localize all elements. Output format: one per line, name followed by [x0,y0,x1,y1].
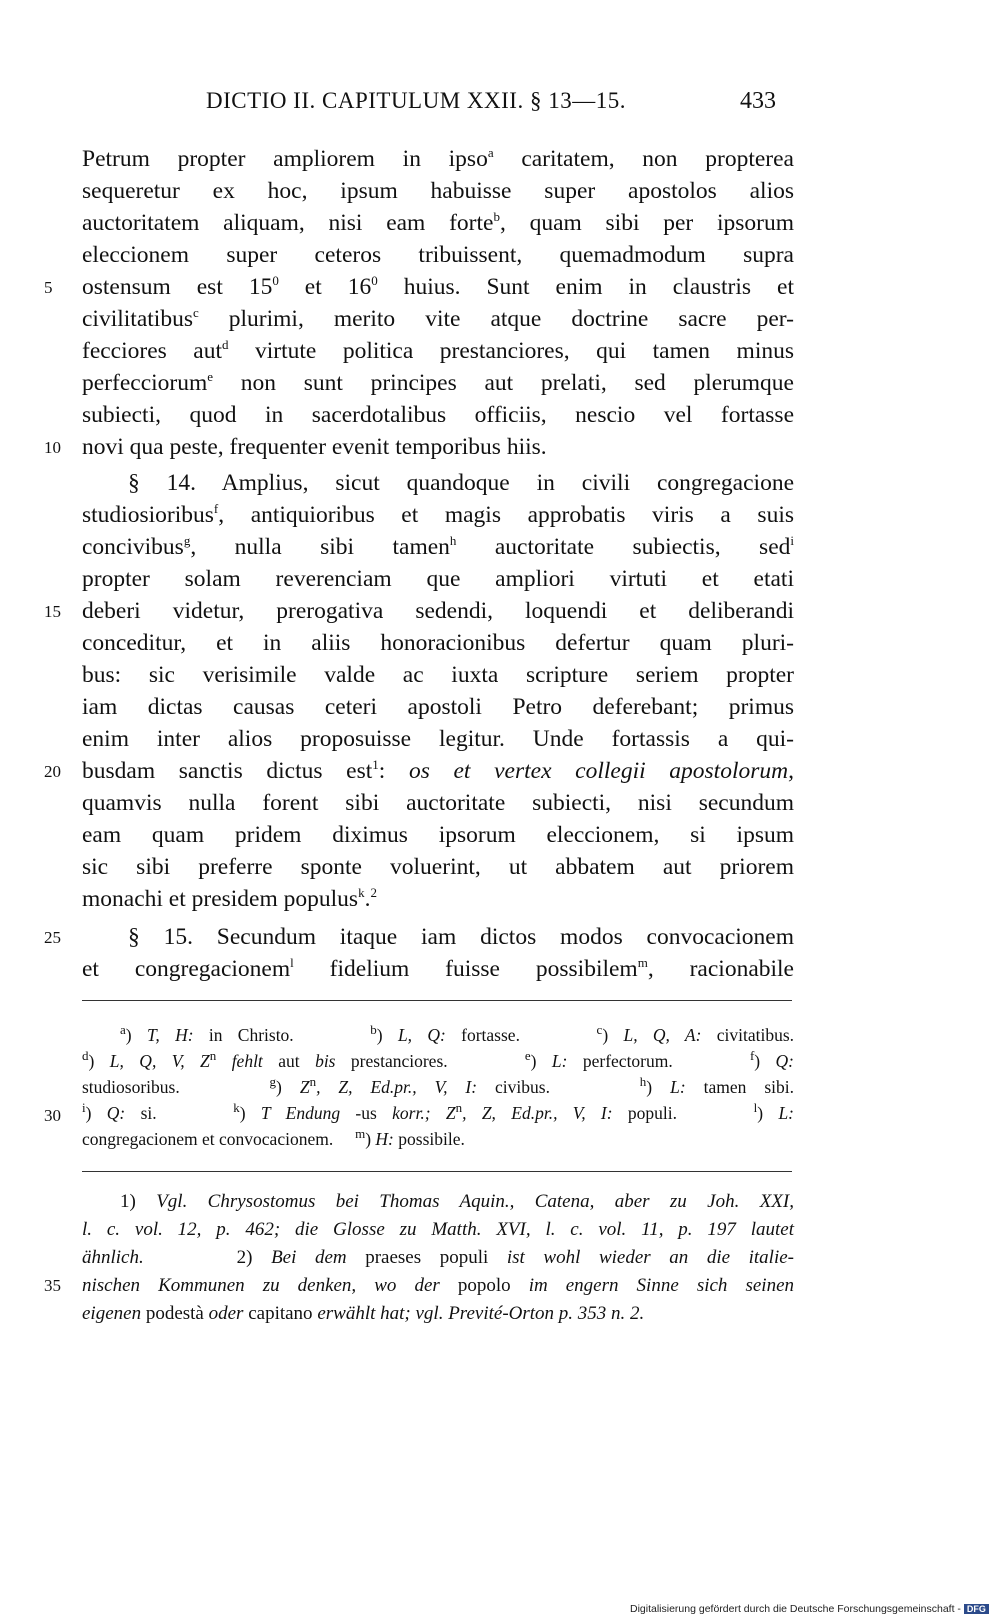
text-line [82,144,794,175]
note-marker: i [82,1100,86,1116]
footnote-line [82,1244,794,1272]
text-segment: caritatem, non propterea [493,146,794,172]
text-segment: ) [754,1051,776,1071]
text-segment: iam dictas causas ceteri apostoli Petro deferebant; primus [82,694,794,720]
note-marker: 0 [371,273,378,289]
italic-text: L: [778,1103,794,1123]
text-segment: civibus. [477,1077,640,1097]
text-segment: , nulla sibi tamen [190,534,450,560]
text-segment: fidelium fuisse possibilem [293,956,638,982]
text-segment: civitatibus. [701,1025,795,1045]
text-line [82,368,794,399]
text-segment: concivibus [82,534,184,560]
text-line [82,208,794,239]
italic-text: ähnlich. [82,1247,144,1268]
text-segment: sic sibi preferre sponte voluerint, ut abbatem aut priorem [82,854,794,880]
text-line [82,564,794,595]
footnote-line [82,1272,794,1300]
text-segment [216,1051,231,1071]
note-marker: c [596,1022,603,1038]
italic-text: L, Q, A: [623,1025,702,1045]
credit-text: Digitalisierung gefördert durch die Deutsche Forschungsgemeinschaft - [630,1603,961,1615]
text-line [128,468,794,499]
italic-text: l. c. vol. 12, p. 462; die Glosse zu Matth. XVI, l. c. vol. 11, p. 197 lautet [82,1219,794,1240]
page-number: 433 [740,88,776,114]
text-segment: , antiquioribus et magis approbatis viris a suis [218,502,794,528]
italic-text: ist wohl wieder an die italie- [506,1247,794,1268]
text-segment: ) [85,1103,107,1123]
text-segment: tamen sibi. [685,1077,795,1097]
note-marker: e [524,1048,531,1064]
note-marker: 2 [370,885,377,901]
text-segment: sequeretur ex hoc, ipsum habuisse super apostolos alios [82,178,794,204]
italic-text: eigenen [82,1303,142,1324]
text-segment: studiosioribus [82,502,214,528]
note-marker: l [290,955,294,971]
italic-text: T, H: [146,1025,194,1045]
text-segment: ostensum est 15 [82,274,273,300]
digitization-credit [630,1603,989,1615]
italic-text: oder [208,1303,244,1324]
text-segment: si. [125,1103,234,1123]
text-segment: ) [239,1103,261,1123]
footnote-rule [82,1171,792,1172]
text-segment: perfecciorum [82,370,208,396]
note-marker: h [639,1074,647,1090]
apparatus-line [82,1048,794,1074]
apparatus-line [82,1100,794,1126]
italic-text: Bei dem [271,1247,347,1268]
text-segment: aut [262,1051,316,1071]
text-segment: civilitatibus [82,306,193,332]
note-marker: k [358,885,365,901]
italic-text: Q: [775,1051,795,1071]
text-segment: capitano [243,1303,318,1324]
text-segment: ) [88,1051,110,1071]
text-segment: perfectorum. [567,1051,750,1071]
note-marker: b [370,1022,377,1038]
italic-text: os et vertex collegii apostolorum, [408,758,794,784]
text-segment: novi qua peste, frequenter evenit temporibus hiis. [82,434,547,460]
text-segment: ) [602,1025,624,1045]
dfg-logo: DFG [964,1604,989,1614]
text-line [82,628,794,659]
text-segment: et 16 [278,274,372,300]
note-marker: f [749,1048,755,1064]
text-segment: possibile. [393,1129,465,1149]
note-marker: l [753,1100,758,1116]
footnote-line [82,1300,794,1328]
text-segment: ) [757,1103,779,1123]
italic-text: korr.; Z [392,1103,456,1123]
italic-text: L, Q: [397,1025,446,1045]
text-segment: subiecti, quod in sacerdotalibus officiis, nescio vel fortasse [82,402,794,428]
text-segment: eam quam pridem diximus ipsorum eleccionem, si ipsum [82,822,794,848]
text-segment: studiosoribus. [82,1077,270,1097]
text-segment: : [378,758,409,784]
note-marker: c [192,305,199,321]
text-line [82,240,794,271]
note-marker: h [449,533,457,549]
text-line [82,596,794,627]
text-segment: fortasse. [445,1025,597,1045]
text-line [82,500,794,531]
text-line [82,852,794,883]
text-line [82,336,794,367]
note-marker: n [455,1100,463,1116]
running-head: DICTIO II. CAPITULUM XXII. § 13—15. [206,88,626,113]
italic-text: , Z, Ed.pr., V, I: [316,1077,478,1097]
text-segment: conceditur, et in aliis honoracionibus defertur quam pluri- [82,630,794,656]
text-line [82,820,794,851]
text-line [82,432,794,463]
text-line [82,304,794,335]
text-segment: . [364,886,371,912]
note-marker: m [355,1126,366,1142]
note-marker: d [222,337,229,353]
note-marker: i [790,533,794,549]
text-segment: ) [530,1051,552,1071]
text-segment: quamvis nulla forent sibi auctoritate subiecti, nisi secundum [82,790,794,816]
note-marker: d [82,1048,89,1064]
text-segment: § 15. Secundum itaque iam dictos modos convocacionem [128,924,794,950]
text-segment: non sunt principes aut prelati, sed plerumque [213,370,794,396]
italic-text: erwählt hat; vgl. Previté-Orton p. 353 n. 2. [317,1303,645,1324]
text-segment: huius. Sunt enim in claustris et [377,274,794,300]
note-marker: a [120,1022,126,1038]
text-line [82,176,794,207]
text-segment: deberi videtur, prerogativa sedendi, loquendi et deliberandi [82,598,794,624]
text-segment: popolo [439,1275,529,1296]
note-marker: n [309,1074,317,1090]
text-segment: podestà [141,1303,209,1324]
text-segment: auctoritatem aliquam, nisi eam forte [82,210,494,236]
text-segment: 1) [120,1191,157,1212]
note-marker: 1 [372,757,379,773]
text-segment: ) [376,1025,398,1045]
note-marker: a [487,145,494,161]
text-segment: monachi et presidem populus [82,886,359,912]
text-segment: et congregacionem [82,956,291,982]
italic-text: fehlt [231,1051,263,1071]
text-segment: propter solam reverenciam que ampliori virtuti et etati [82,566,794,592]
note-marker: g [183,533,191,549]
italic-text: L: [551,1051,568,1071]
italic-text: im engern Sinne sich seinen [528,1275,795,1296]
text-line [82,884,794,915]
text-segment: eleccionem super ceteros tribuissent, quemadmodum supra [82,242,794,268]
text-line [82,660,794,691]
apparatus-line [82,1126,794,1152]
text-segment: -us [340,1103,393,1123]
note-marker: f [213,501,219,517]
text-segment: ) [276,1077,300,1097]
line-number: 20 [44,762,61,781]
line-number: 25 [44,928,61,947]
footnote-line [82,1216,794,1244]
text-line [82,788,794,819]
text-line [82,724,794,755]
line-number: 10 [44,438,61,457]
text-segment: praeses populi [346,1247,507,1268]
text-segment: Petrum propter ampliorem in ipso [82,146,488,172]
note-marker: b [493,209,500,225]
italic-text: Z [299,1077,310,1097]
text-line [82,532,794,563]
italic-text: L, Q, V, Z [109,1051,210,1071]
apparatus-rule [82,1000,792,1001]
italic-text: nischen Kommunen zu denken, wo der [82,1275,440,1296]
line-number: 15 [44,602,61,621]
text-segment: ) [125,1025,147,1045]
italic-text: T Endung [260,1103,341,1123]
text-segment: plurimi, merito vite atque doctrine sacre per- [198,306,794,332]
text-segment: in Christo. [193,1025,371,1045]
note-marker: e [207,369,214,385]
italic-text: , Z, Ed.pr., V, I: [462,1103,613,1123]
text-segment: virtute politica prestanciores, qui tamen minus [228,338,794,364]
italic-text: Vgl. Chrysostomus bei Thomas Aquin., Catena, aber zu Joh. XXI, [156,1191,794,1212]
text-segment: populi. [612,1103,754,1123]
line-number: 35 [44,1276,61,1295]
text-segment: auctoritate subiectis, sed [456,534,791,560]
text-segment: § 14. Amplius, sicut quandoque in civili congregacione [128,470,794,496]
note-marker: 0 [272,273,279,289]
text-line [82,692,794,723]
note-marker: m [637,955,648,971]
line-number: 5 [44,278,53,297]
apparatus-line [120,1022,794,1048]
text-segment: enim inter alios proposuisse legitur. Unde fortassis a qui- [82,726,794,752]
note-marker: g [269,1074,277,1090]
footnote-line [120,1188,794,1216]
italic-text: L: [670,1077,686,1097]
text-line [82,756,794,787]
text-line [82,400,794,431]
text-segment: ) [365,1129,376,1149]
italic-text: H: [375,1129,394,1149]
text-segment: congregacionem et convocacionem. [82,1129,356,1149]
apparatus-line [82,1074,794,1100]
note-marker: k [233,1100,240,1116]
text-line [82,954,794,985]
page-header [0,88,1000,124]
text-segment: , racionabile [647,956,794,982]
text-segment: busdam sanctis dictus est [82,758,373,784]
text-segment: 2) [143,1247,272,1268]
text-line [128,922,794,953]
note-marker: n [209,1048,217,1064]
text-segment: fecciores aut [82,338,222,364]
italic-text: bis [315,1051,336,1071]
text-segment: prestanciores. [335,1051,525,1071]
italic-text: Q: [106,1103,126,1123]
text-segment: ) [646,1077,671,1097]
text-segment: bus: sic verisimile valde ac iuxta scripture seriem propter [82,662,794,688]
text-line [82,272,794,303]
text-segment: , quam sibi per ipsorum [499,210,794,236]
line-number: 30 [44,1106,61,1125]
